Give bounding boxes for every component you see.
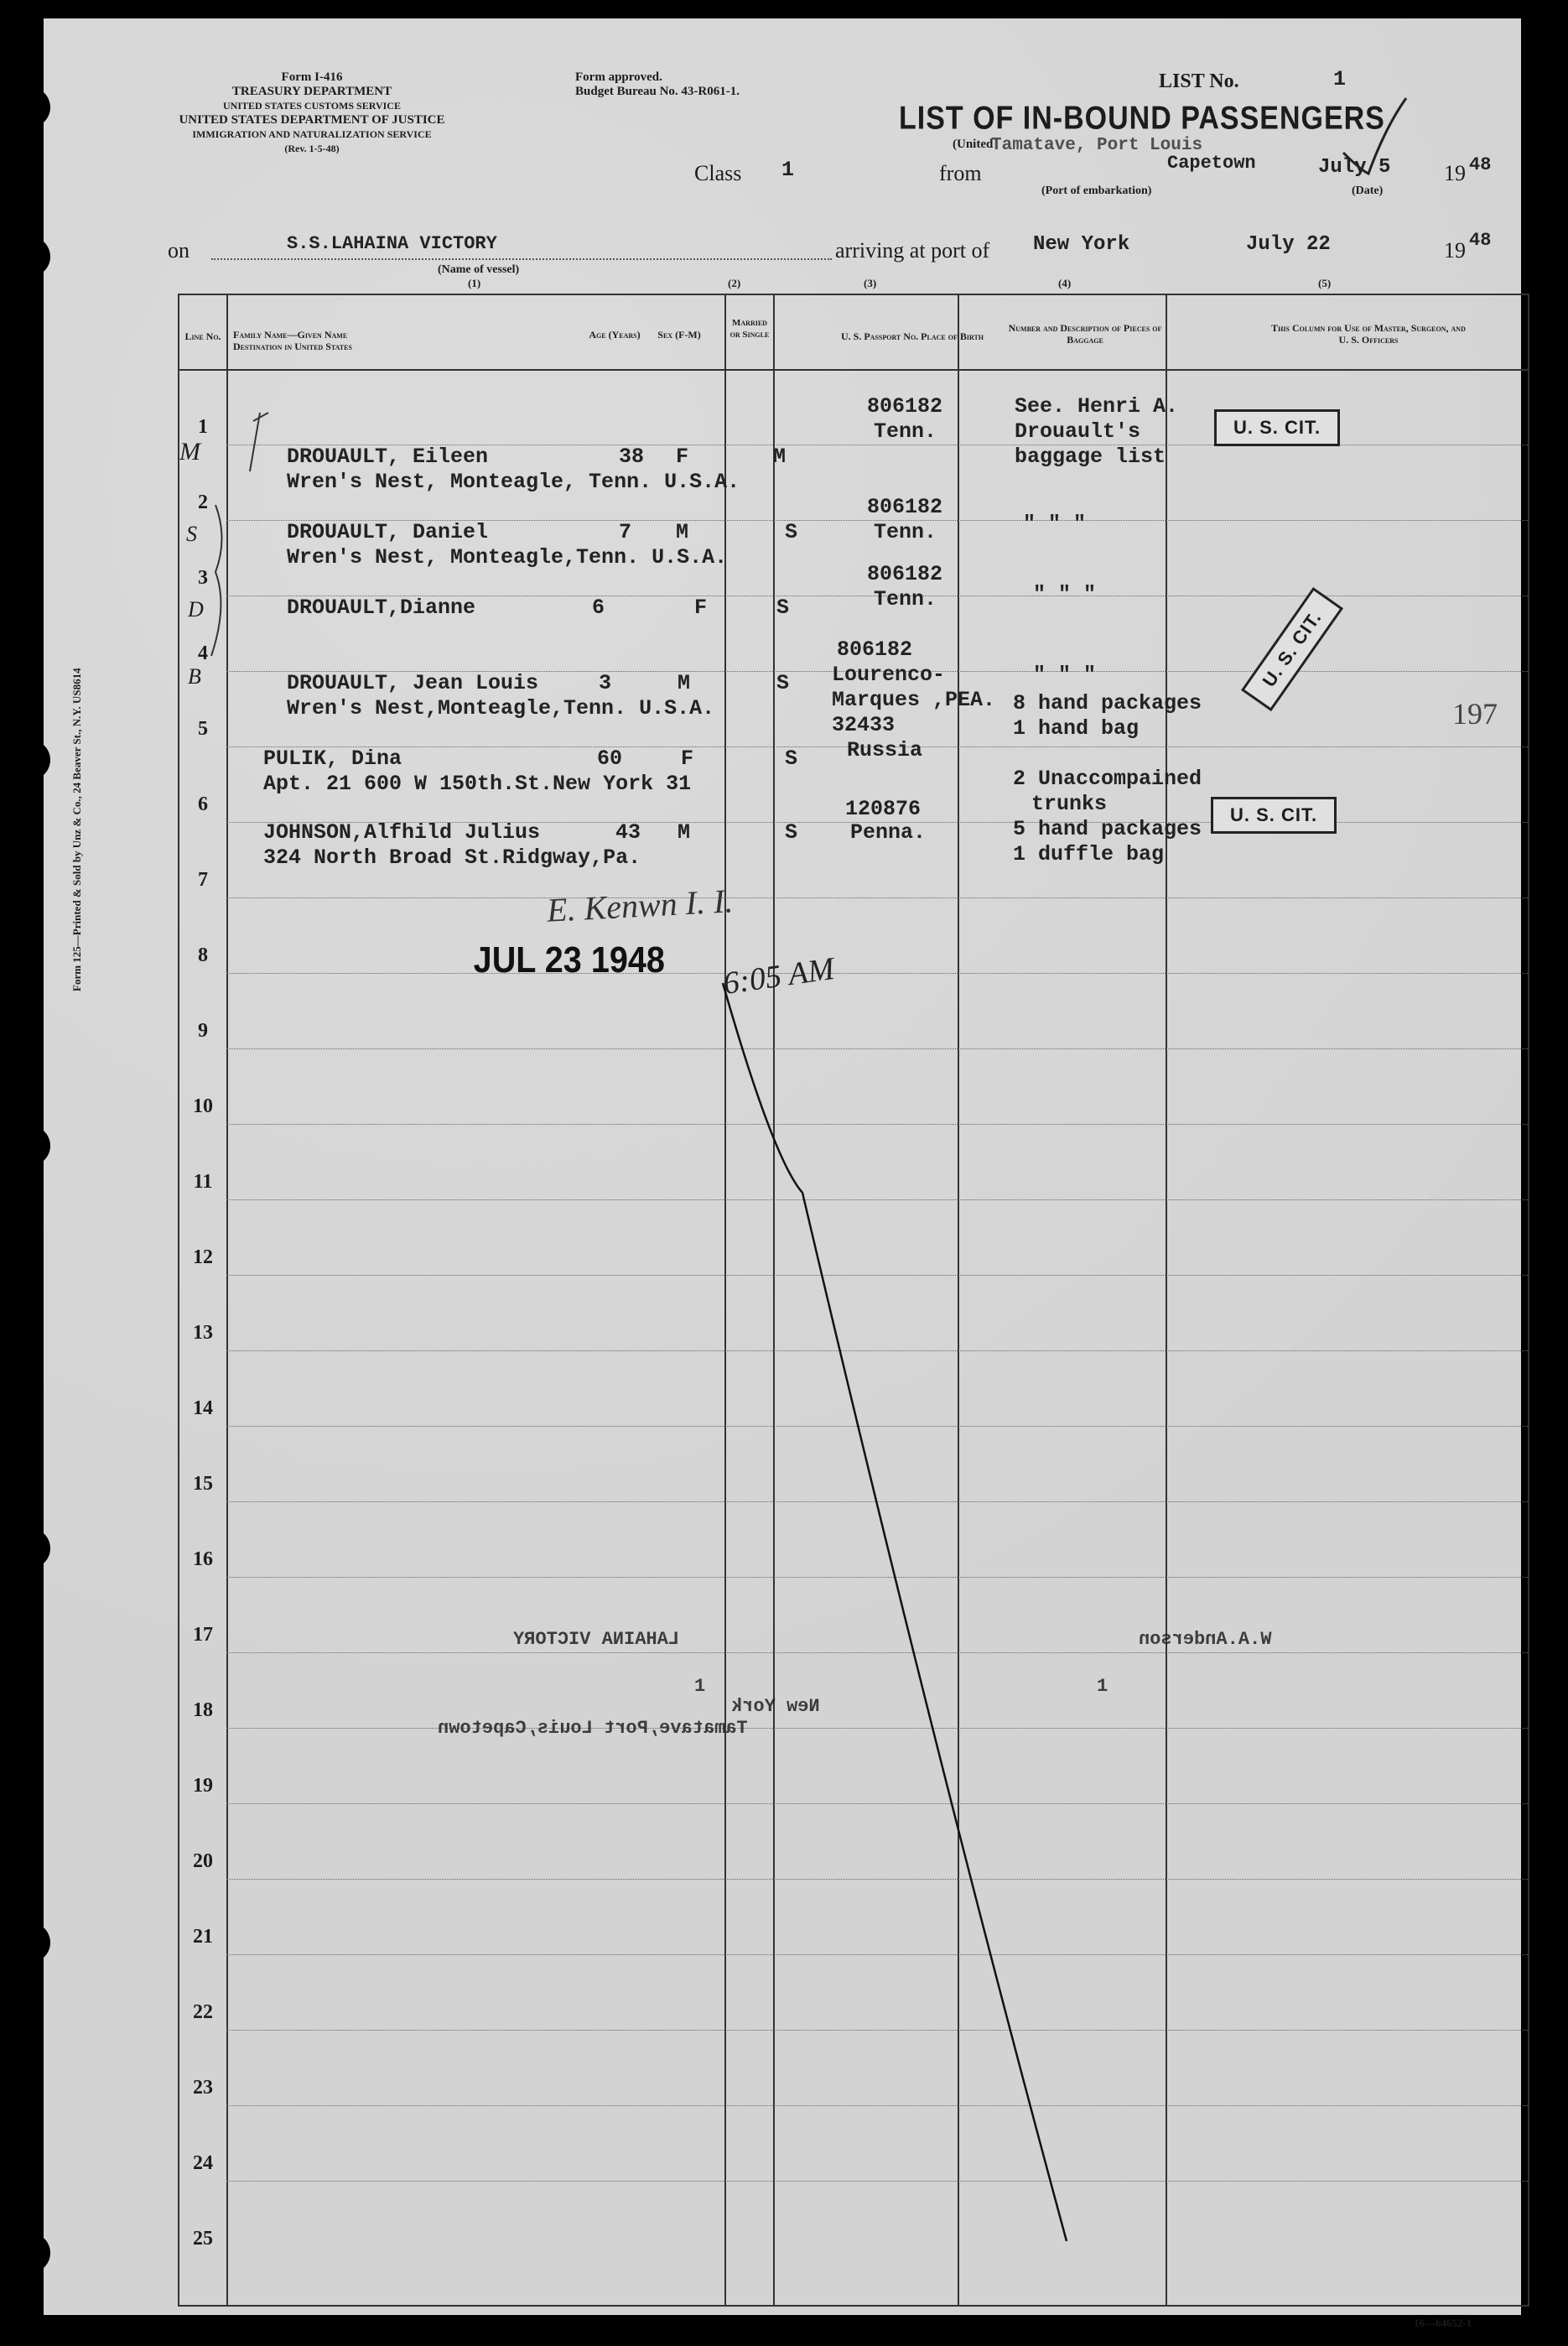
marital: S bbox=[785, 746, 798, 771]
arrival-year: 48 bbox=[1469, 230, 1492, 251]
arriving-label: arriving at port of bbox=[835, 238, 990, 263]
passport-no: 806182 bbox=[867, 495, 943, 519]
footer-code: 16—64652-1 bbox=[1414, 2317, 1472, 2329]
line-number: 10 bbox=[193, 1095, 213, 1117]
passport-no: 806182 bbox=[867, 394, 943, 419]
year-prefix: 19 bbox=[1444, 161, 1466, 185]
date-label: (Date) bbox=[1352, 185, 1384, 197]
line-number: 8 bbox=[198, 944, 208, 966]
marital: S bbox=[776, 671, 790, 695]
line-number: 21 bbox=[193, 1926, 213, 1948]
line-number: 15 bbox=[193, 1473, 213, 1495]
line-number: 3 bbox=[198, 567, 208, 589]
baggage-line: 5 hand packages bbox=[1013, 817, 1202, 841]
destination: Wren's Nest,Monteagle,Tenn. U.S.A. bbox=[287, 696, 715, 720]
marital: M bbox=[773, 445, 787, 469]
class-value: 1 bbox=[781, 158, 795, 182]
passenger-name: DROUAULT, Eileen bbox=[287, 445, 489, 469]
line-number: 14 bbox=[193, 1397, 213, 1419]
baggage-line: 2 Unaccompained bbox=[1013, 767, 1202, 791]
baggage-line: 1 duffle bag bbox=[1013, 842, 1165, 866]
marital: S bbox=[776, 596, 790, 620]
page-title: LIST OF IN-BOUND PASSENGERS bbox=[899, 100, 1385, 137]
on-label: on bbox=[168, 238, 190, 263]
subtitle-fragment: (United bbox=[953, 138, 994, 151]
margin-mark: M bbox=[179, 438, 200, 466]
age: 3 bbox=[599, 671, 612, 695]
destination: Wren's Nest, Monteagle,Tenn. U.S.A. bbox=[287, 545, 728, 570]
line-number: 23 bbox=[193, 2077, 213, 2099]
line-number: 5 bbox=[198, 718, 208, 740]
line-number: 16 bbox=[193, 1548, 213, 1570]
line-number: 22 bbox=[193, 2001, 213, 2023]
baggage-line: baggage list bbox=[1015, 445, 1166, 469]
arrival-date: July 22 bbox=[1246, 233, 1331, 256]
baggage-line: Drouault's bbox=[1015, 419, 1141, 444]
line-number: 19 bbox=[193, 1775, 213, 1797]
from-value: Capetown bbox=[1167, 153, 1256, 174]
col-2-number: (2) bbox=[728, 277, 741, 289]
line-number: 12 bbox=[193, 1246, 213, 1268]
oath-count: 1 bbox=[694, 1676, 706, 1697]
col-5-number: (5) bbox=[1318, 277, 1332, 289]
baggage-line: 1 hand bag bbox=[1013, 716, 1140, 741]
arrival-port: New York bbox=[1033, 233, 1130, 256]
margin-mark: S bbox=[186, 522, 197, 546]
departure-date: July 5 bbox=[1318, 156, 1391, 179]
list-no-label: LIST No. bbox=[1159, 70, 1239, 92]
baggage-line: " " " bbox=[1023, 512, 1087, 536]
immigration-service: IMMIGRATION AND NATURALIZATION SERVICE bbox=[192, 128, 432, 140]
birth-place: Tenn. bbox=[874, 419, 937, 444]
birth-place: Lourenco- bbox=[832, 663, 946, 687]
customs-service: UNITED STATES CUSTOMS SERVICE bbox=[223, 100, 401, 112]
vessel-label: (Name of vessel) bbox=[438, 263, 520, 276]
manifest-sheet bbox=[44, 18, 1521, 2329]
page-number: 197 bbox=[1452, 697, 1498, 731]
port-embarkation-label: (Port of embarkation) bbox=[1041, 185, 1152, 197]
us-cit-stamp: U. S. CIT. bbox=[1241, 587, 1343, 711]
line-number: 7 bbox=[198, 869, 208, 891]
line-number: 11 bbox=[193, 1171, 213, 1193]
justice-dept: UNITED STATES DEPARTMENT OF JUSTICE bbox=[179, 113, 445, 127]
col-3-number: (3) bbox=[864, 277, 877, 289]
passenger-name: DROUAULT,Dianne bbox=[287, 596, 476, 620]
sex: F bbox=[676, 445, 689, 469]
col-4-number: (4) bbox=[1058, 277, 1072, 289]
header-destination-text: Destination in United States bbox=[233, 341, 352, 352]
class-label: Class bbox=[694, 161, 742, 185]
passenger-name: DROUAULT, Jean Louis bbox=[287, 671, 539, 695]
age: 6 bbox=[592, 596, 605, 620]
header-sex: Sex (F-M) bbox=[657, 329, 701, 341]
destination: 324 North Broad St.Ridgway,Pa. bbox=[263, 845, 641, 870]
passenger-name: JOHNSON,Alfhild Julius bbox=[263, 820, 541, 845]
line-number: 24 bbox=[193, 2152, 213, 2174]
passenger-name: DROUAULT, Daniel bbox=[287, 520, 489, 544]
date-stamp: JUL 23 1948 bbox=[473, 939, 665, 981]
header-name-text: Family Name—Given Name bbox=[233, 329, 348, 341]
arrival-year-prefix: 19 bbox=[1444, 238, 1466, 263]
cancel-line bbox=[44, 18, 1521, 2315]
revision: (Rev. 1-5-48) bbox=[284, 143, 340, 154]
year-value: 48 bbox=[1469, 154, 1492, 175]
col-1-number: (1) bbox=[468, 277, 481, 289]
line-number: 2 bbox=[198, 492, 208, 513]
line-number: 25 bbox=[193, 2228, 213, 2250]
passenger-name: PULIK, Dina bbox=[263, 746, 402, 771]
birth-place: Penna. bbox=[850, 820, 927, 845]
destination: Wren's Nest, Monteagle, Tenn. U.S.A. bbox=[287, 470, 740, 494]
line-number: 9 bbox=[198, 1020, 208, 1042]
sex: M bbox=[678, 671, 691, 695]
marital: S bbox=[785, 520, 798, 544]
passport-no: 120876 bbox=[845, 797, 922, 821]
marital: S bbox=[785, 820, 798, 845]
vessel-name: S.S.LAHAINA VICTORY bbox=[287, 233, 497, 254]
line-number: 1 bbox=[198, 416, 208, 438]
baggage-line: See. Henri A. bbox=[1015, 394, 1179, 419]
oath-count-2: 1 bbox=[1097, 1676, 1109, 1697]
time-note: 6:05 AM bbox=[720, 950, 837, 1002]
baggage-line: trunks bbox=[1031, 792, 1108, 816]
oath-bleedthrough bbox=[262, 1612, 1436, 1897]
oath-ports-from: Tamatave,Port Louis,Capetown bbox=[438, 1718, 748, 1739]
birth-place: Tenn. bbox=[874, 520, 937, 544]
passport-no: 806182 bbox=[867, 562, 943, 586]
oath-port: New York bbox=[731, 1696, 820, 1717]
age: 43 bbox=[615, 820, 641, 845]
passport-no: 32433 bbox=[832, 713, 896, 737]
age: 7 bbox=[619, 520, 632, 544]
form-number: Form I-416 bbox=[281, 70, 343, 84]
form-approved: Form approved. bbox=[575, 70, 662, 84]
from-label: from bbox=[939, 161, 982, 185]
printer-credit: Form 125—Printed & Sold by Unz & Co., 24 Beaver St., N.Y. US8614 bbox=[70, 668, 83, 991]
oath-master: W.A.Anderson bbox=[1139, 1629, 1272, 1650]
list-no-value: 1 bbox=[1333, 67, 1347, 91]
age: 38 bbox=[619, 445, 645, 469]
sex: F bbox=[681, 746, 694, 771]
header-baggage: Number and Description of Pieces of Baggage bbox=[1008, 322, 1162, 346]
birth-place-2: Marques ,PEA. bbox=[832, 688, 996, 712]
us-cit-stamp: U. S. CIT. bbox=[1214, 409, 1340, 446]
margin-mark: B bbox=[188, 664, 201, 689]
us-cit-stamp: U. S. CIT. bbox=[1211, 797, 1337, 834]
passport-no: 806182 bbox=[837, 637, 913, 662]
officer-signature: E. Kenwn I. I. bbox=[545, 882, 735, 929]
birth-place: Russia bbox=[847, 738, 923, 762]
oath-vessel: LAHAINA VICTORY bbox=[513, 1629, 680, 1650]
margin-mark: D bbox=[188, 597, 204, 622]
header-officers: This Column for Use of Master, Surgeon, and U. S. Officers bbox=[1271, 322, 1466, 346]
from-ports-overprint: Tamatave, Port Louis bbox=[991, 136, 1203, 155]
birth-place: Tenn. bbox=[874, 587, 937, 611]
line-number: 13 bbox=[193, 1322, 213, 1344]
baggage-line: 8 hand packages bbox=[1013, 691, 1202, 715]
sex: M bbox=[676, 520, 689, 544]
baggage-line: " " " bbox=[1033, 582, 1097, 606]
header-line-no: Line No. bbox=[184, 330, 221, 342]
line-number: 20 bbox=[193, 1850, 213, 1872]
treasury-dept: TREASURY DEPARTMENT bbox=[231, 85, 392, 98]
baggage-line: " " " bbox=[1033, 663, 1097, 687]
line-number: 17 bbox=[193, 1624, 213, 1646]
line-number: 18 bbox=[193, 1699, 213, 1721]
budget-bureau: Budget Bureau No. 43-R061-1. bbox=[575, 85, 740, 98]
age: 60 bbox=[597, 746, 623, 771]
sex: F bbox=[694, 596, 708, 620]
sex: M bbox=[678, 820, 691, 845]
line-number: 4 bbox=[198, 642, 208, 664]
line-number: 6 bbox=[198, 793, 208, 815]
header-marital: Married or Single bbox=[729, 318, 770, 340]
header-age: Age (Years) bbox=[589, 329, 641, 341]
destination: Apt. 21 600 W 150th.St.New York 31 bbox=[263, 772, 692, 796]
header-passport: U. S. Passport No. Place of Birth bbox=[840, 330, 984, 342]
